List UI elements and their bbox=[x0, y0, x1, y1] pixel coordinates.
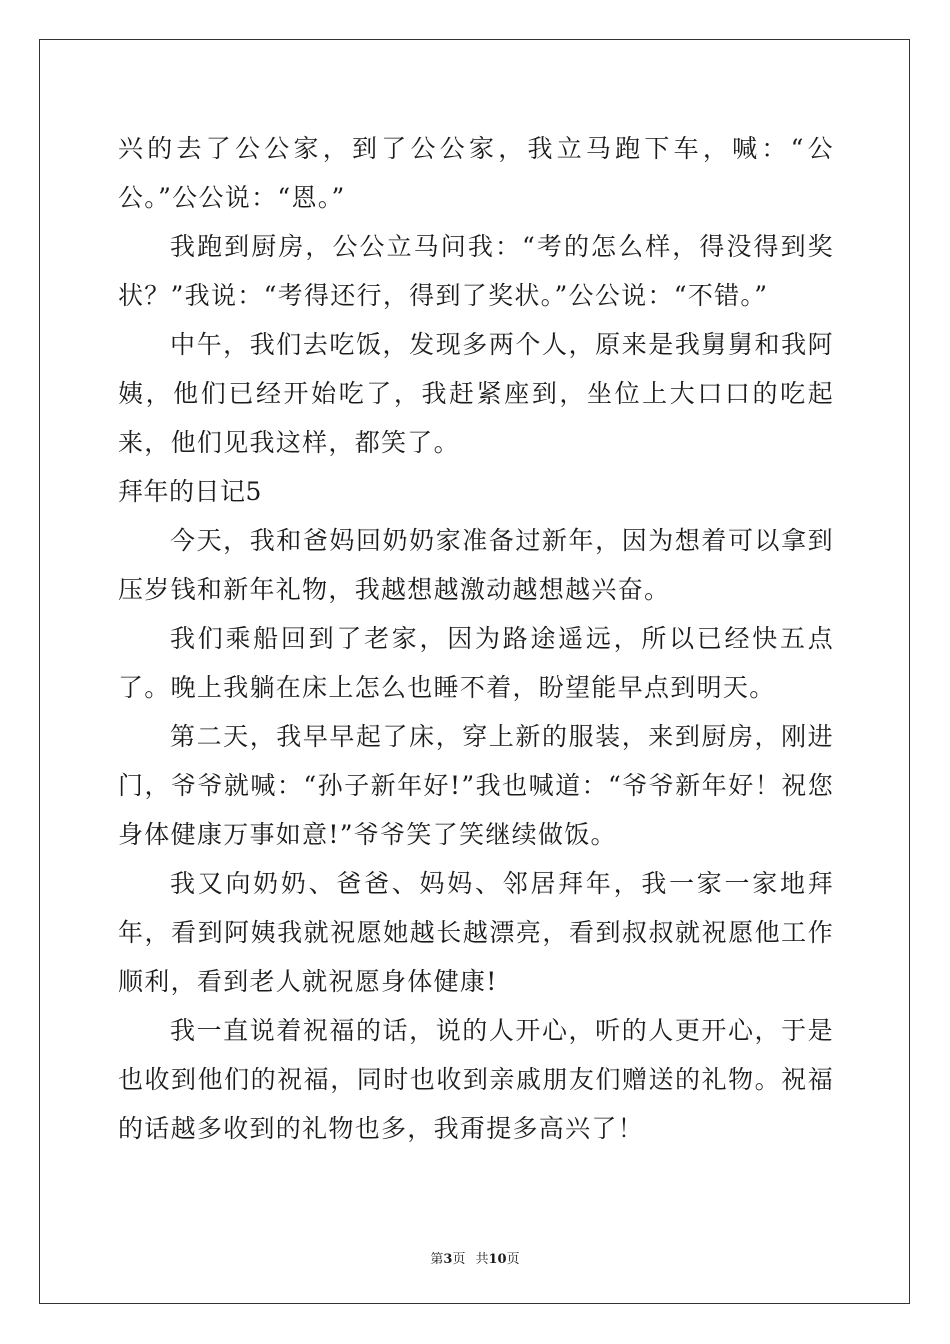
total-suffix: 页 bbox=[506, 1252, 520, 1267]
paragraph: 我一直说着祝福的话，说的人开心，听的人更开心，于是也收到他们的祝福，同时也收到亲戚朋友们赠送的礼物。祝福的话越多收到的礼物也多，我甭提多高兴了！ bbox=[118, 1016, 834, 1143]
paragraph: 第二天，我早早起了床，穿上新的服装，来到厨房，刚进门，爷爷就喊：“孙子新年好!”我也喊道：“爷爷新年好！祝您身体健康万事如意!”爷爷笑了笑继续做饭。 bbox=[118, 722, 834, 849]
document-body bbox=[118, 124, 834, 1153]
paragraph-continued: 兴的去了公公家，到了公公家，我立马跑下车，喊：“公公。”公公说：“恩。” bbox=[118, 134, 834, 212]
paragraph-lunch: 中午，我们去吃饭，发现多两个人，原来是我舅舅和我阿姨，他们已经开始吃了，我赶紧座到，坐位上大口口的吃起来，他们见我这样，都笑了。 bbox=[118, 330, 834, 457]
paragraph: 我又向奶奶、爸爸、妈妈、邻居拜年，我一家一家地拜年，看到阿姨我就祝愿她越长越漂亮，看到叔叔就祝愿他工作顺利，看到老人就祝愿身体健康! bbox=[118, 869, 834, 996]
page-suffix: 页 bbox=[452, 1252, 466, 1267]
page-prefix: 第 bbox=[430, 1252, 444, 1267]
paragraph: 我们乘船回到了老家，因为路途遥远，所以已经快五点了。晚上我躺在床上怎么也睡不着，盼望能早点到明天。 bbox=[118, 624, 834, 702]
paragraph: 今天，我和爸妈回奶奶家准备过新年，因为想着可以拿到压岁钱和新年礼物，我越想越激动越想越兴奋。 bbox=[118, 526, 834, 604]
page-footer bbox=[0, 1248, 950, 1267]
section-title: 拜年的日记5 bbox=[118, 477, 262, 506]
total-pages: 10 bbox=[488, 1252, 507, 1267]
page-number: 3 bbox=[443, 1252, 453, 1267]
total-prefix: 共 bbox=[475, 1252, 489, 1267]
paragraph-kitchen: 我跑到厨房，公公立马问我：“考的怎么样，得没得到奖状？”我说：“考得还行，得到了奖状。”公公说：“不错。” bbox=[118, 232, 834, 310]
